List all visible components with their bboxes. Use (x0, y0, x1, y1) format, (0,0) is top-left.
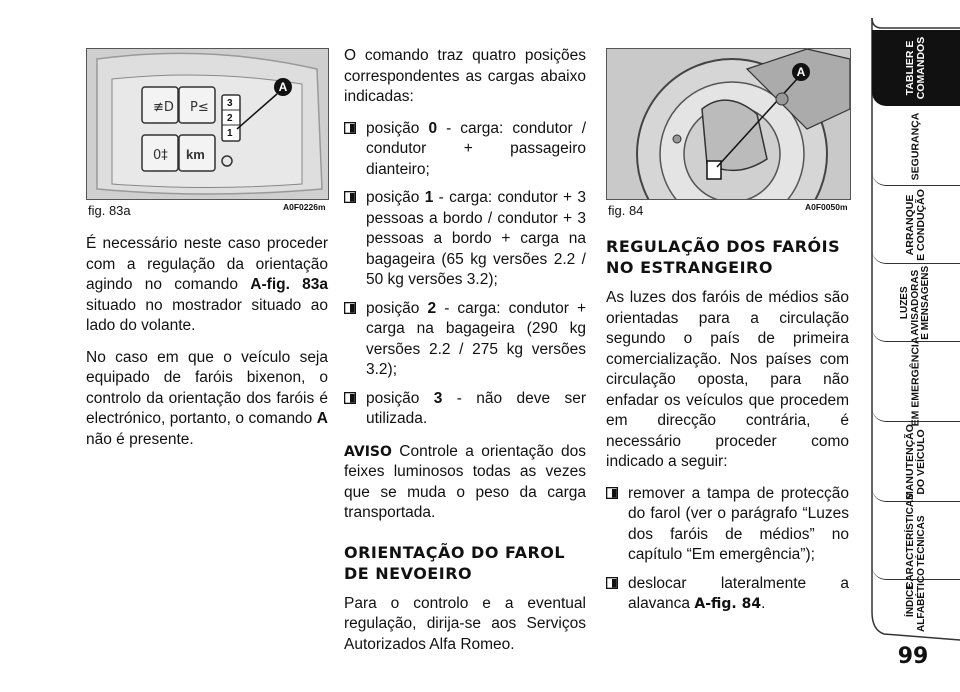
fig-83a-caption: fig. 83a (88, 203, 131, 218)
figure-83a (86, 48, 329, 200)
checkbox-bullet-icon (344, 392, 356, 404)
fog-light-heading: ORIENTAÇÃO DO FAROL DE NEVOEIRO (344, 542, 566, 583)
headlight-illustration (607, 49, 850, 199)
left-text-column (86, 234, 328, 461)
callout-a-fig83a (274, 78, 292, 96)
tab-label-line1: LUZES (899, 286, 911, 319)
tab-label-line1: ARRANQUE (903, 194, 916, 255)
headlight-abroad-heading: REGULAÇÃO DOS FARÓIS NO ESTRANGEIRO (606, 237, 841, 277)
sidebar-tab-indice[interactable] (872, 568, 960, 632)
position-item-2: posição 2 - carga: condutor + carga na bagageira (290 kg versões 2.2 / 275 kg versões 3.2); (344, 299, 586, 381)
tab-label-line1: MANUTENÇÃO (903, 423, 916, 500)
checkbox-bullet-icon (344, 191, 356, 203)
sidebar-tab-luzes[interactable] (872, 264, 960, 342)
tab-label-line1: TABLIER E (903, 40, 916, 96)
fig-84-code: A0F0050m (805, 202, 848, 212)
tab-label-line1: EM EMERGÊNCIA (909, 336, 922, 427)
callout-letter: A (796, 65, 806, 79)
callout-letter: A (278, 80, 288, 94)
svg-text:≢D: ≢D (153, 100, 174, 115)
svg-text:P≤: P≤ (190, 100, 209, 115)
switch-number-2: 2 (227, 113, 233, 124)
fog-light-paragraph: Para o controlo e a eventual regulação, dirija-se aos Serviços Autorizados Alfa Romeo. (344, 594, 586, 653)
middle-text-column (344, 46, 586, 666)
fig-84-caption: fig. 84 (608, 203, 644, 218)
position-item-3: posição 3 - não deve ser utilizada. (344, 389, 586, 430)
km-label: km (186, 147, 205, 162)
checkbox-bullet-icon (606, 487, 618, 499)
left-paragraph-2: No caso em que o veículo seja equipado de faróis bixenon, o controlo da orientação dos faróis é electrónico, portanto, o comando A não é presente. (86, 348, 328, 448)
sidebar-tab-seguranca[interactable] (872, 108, 960, 186)
tab-label-line2: TÉCNICAS (916, 514, 927, 567)
tab-label-line2: COMANDOS (914, 36, 927, 100)
position-item-1: posição 1 - carga: condutor + 3 pessoas a bordo / condutor + 3 pessoas a bordo + carga na bagageira (65 kg versões 2.2 / 50 kg versões 3.2); (344, 188, 586, 291)
svg-text:0‡: 0‡ (153, 148, 168, 163)
warning-paragraph: AVISO Controle a orientação dos feixes luminosos todas as vezes que se muda o peso da carga transportada. (344, 442, 586, 521)
warning-label: AVISO (344, 443, 392, 460)
sidebar-tab-arranque[interactable] (872, 186, 960, 264)
tab-label-line1: SEGURANÇA (909, 112, 922, 181)
checkbox-bullet-icon (344, 302, 356, 314)
page-number: 99 (897, 644, 929, 669)
headlight-abroad-paragraph: As luzes dos faróis de médios são orientadas para a circulação segundo o país de primeira comercialização. Nos países com circulação oposta, para não enfadar os veículos que procedem em direcção contrária, é necessário proceder como indicado a seguir: (606, 289, 849, 470)
position-item-0: posição 0 - carga: condutor / condutor + passageiro dianteiro; (344, 119, 586, 181)
checkbox-bullet-icon (344, 122, 356, 134)
callout-a-fig84 (792, 63, 810, 81)
checkbox-bullet-icon (606, 577, 618, 589)
tab-label-line2: AVISADORAS (909, 269, 921, 336)
left-paragraph-1: É necessário neste caso proceder com a regulação da orientação agindo no comando A-fig. 83a situado no mostrador situado ao lado do volante. (86, 235, 329, 334)
switch-number-1: 1 (227, 128, 233, 139)
sidebar-tab-manutencao[interactable] (872, 422, 960, 502)
switch-panel-illustration (87, 49, 328, 199)
step-item-1: remover a tampa de protecção do farol (ver o parágrafo “Luzes dos faróis de médios” no capítulo “Em emergência”); (606, 484, 849, 566)
tab-label-line1: CARACTERÍSTICAS (905, 492, 916, 589)
sidebar-tab-tablier[interactable] (872, 30, 960, 106)
tab-label-line1: ÍNDICE (904, 583, 916, 617)
tab-label-line3: E MENSAGENS (920, 265, 932, 340)
step-item-2: deslocar lateralmente a alavanca A-fig. 84. (606, 574, 849, 615)
fig-83a-code: A0F0226m (283, 202, 326, 212)
sidebar-tab-emergencia[interactable] (872, 336, 960, 427)
tab-label-line2: DO VEÍCULO (914, 428, 927, 495)
right-text-column (606, 222, 849, 623)
tab-label-line2: ALFABÉTICO (915, 568, 927, 632)
switch-number-3: 3 (227, 98, 233, 109)
figure-84 (606, 48, 851, 200)
tab-label-line2: E CONDUÇÃO (914, 188, 927, 261)
middle-intro: O comando traz quatro posições correspondentes as cargas abaixo indicadas: (344, 47, 586, 105)
